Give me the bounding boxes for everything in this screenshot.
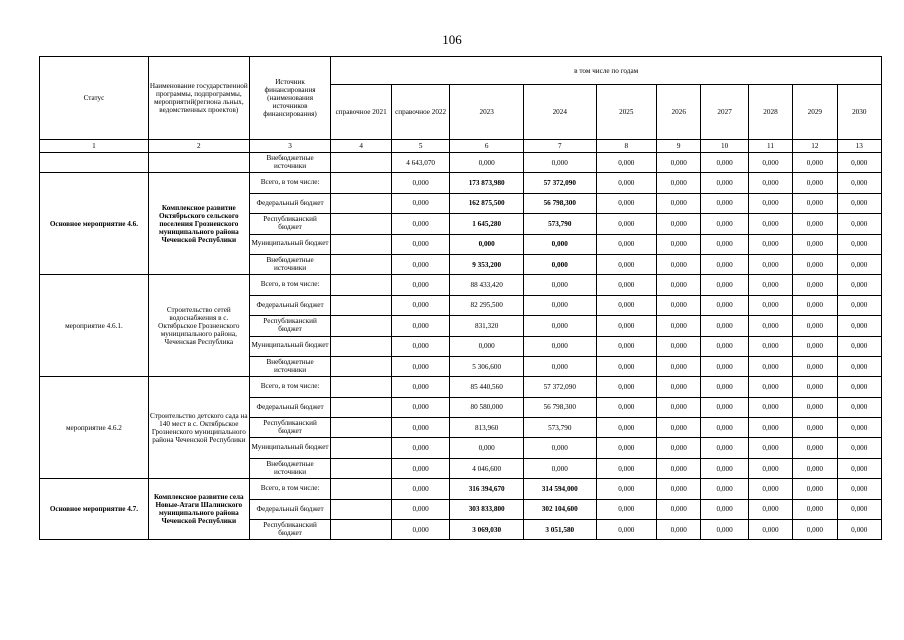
- header-year: справочное 2021: [331, 85, 392, 140]
- column-number: 3: [249, 140, 331, 153]
- row-value: [331, 316, 392, 336]
- column-number: 10: [701, 140, 748, 153]
- row-value: 3 069,030: [450, 520, 524, 540]
- row-source: Республиканский бюджет: [249, 520, 331, 540]
- row-value: 0,000: [391, 214, 449, 234]
- row-value: [331, 295, 392, 315]
- column-number: 6: [450, 140, 524, 153]
- row-source: Внебюджетные источники: [249, 356, 331, 376]
- row-value: 1 645,280: [450, 214, 524, 234]
- row-value: 0,000: [701, 418, 748, 438]
- row-value: 0,000: [657, 377, 701, 397]
- column-number: 12: [793, 140, 837, 153]
- row-value: 0,000: [837, 438, 881, 458]
- row-value: 0,000: [793, 458, 837, 478]
- row-value: 0,000: [701, 295, 748, 315]
- row-value: 0,000: [596, 438, 657, 458]
- row-value: 0,000: [701, 356, 748, 376]
- row-value: 0,000: [793, 316, 837, 336]
- row-value: 0,000: [701, 254, 748, 274]
- row-value: [331, 520, 392, 540]
- table-row: [40, 153, 882, 173]
- column-number: 2: [148, 140, 249, 153]
- row-value: [331, 377, 392, 397]
- row-value: 0,000: [391, 520, 449, 540]
- row-value: 0,000: [523, 254, 596, 274]
- column-number: 9: [657, 140, 701, 153]
- row-value: 0,000: [793, 254, 837, 274]
- row-value: 0,000: [657, 458, 701, 478]
- row-value: 0,000: [793, 377, 837, 397]
- row-value: 0,000: [450, 234, 524, 254]
- row-value: 0,000: [450, 153, 524, 173]
- table-row: [40, 377, 882, 397]
- row-value: 0,000: [837, 214, 881, 234]
- column-number: 11: [748, 140, 792, 153]
- row-value: 0,000: [748, 316, 792, 336]
- row-status: мероприятие 4.6.2: [40, 377, 149, 479]
- row-value: 3 051,580: [523, 520, 596, 540]
- row-value: [331, 356, 392, 376]
- row-value: [331, 438, 392, 458]
- row-value: 0,000: [701, 458, 748, 478]
- row-source: Федеральный бюджет: [249, 397, 331, 417]
- row-value: 0,000: [596, 275, 657, 295]
- column-number: 13: [837, 140, 881, 153]
- row-value: 0,000: [657, 479, 701, 499]
- row-value: 0,000: [596, 520, 657, 540]
- column-number: 7: [523, 140, 596, 153]
- row-value: 0,000: [701, 520, 748, 540]
- row-value: [331, 336, 392, 356]
- row-value: 0,000: [837, 336, 881, 356]
- header-status: Статус: [40, 57, 149, 140]
- row-value: 0,000: [391, 234, 449, 254]
- row-value: 0,000: [837, 173, 881, 193]
- row-value: 0,000: [837, 254, 881, 274]
- row-value: 0,000: [837, 458, 881, 478]
- header-year: 2027: [701, 85, 748, 140]
- row-value: 0,000: [596, 418, 657, 438]
- row-value: 0,000: [748, 193, 792, 213]
- row-value: 0,000: [748, 214, 792, 234]
- column-number: 4: [331, 140, 392, 153]
- row-value: 0,000: [793, 356, 837, 376]
- row-value: 0,000: [596, 499, 657, 519]
- row-value: 0,000: [837, 275, 881, 295]
- row-value: 0,000: [391, 499, 449, 519]
- row-value: 0,000: [450, 438, 524, 458]
- row-value: 0,000: [391, 438, 449, 458]
- row-value: 0,000: [596, 173, 657, 193]
- row-value: 0,000: [701, 479, 748, 499]
- row-value: 302 104,600: [523, 499, 596, 519]
- row-value: 0,000: [523, 316, 596, 336]
- row-value: 573,790: [523, 418, 596, 438]
- row-value: 0,000: [391, 356, 449, 376]
- row-value: 0,000: [701, 316, 748, 336]
- row-value: 0,000: [657, 193, 701, 213]
- row-value: 0,000: [793, 214, 837, 234]
- row-value: 0,000: [657, 418, 701, 438]
- row-value: 0,000: [391, 397, 449, 417]
- row-name: Комплексное развитие села Новые-Атаги Шалинского муниципального района Чеченской Республики: [148, 479, 249, 540]
- row-value: 0,000: [748, 153, 792, 173]
- row-value: 0,000: [596, 458, 657, 478]
- row-value: 0,000: [793, 295, 837, 315]
- page-number: 106: [442, 32, 462, 47]
- row-value: 0,000: [701, 173, 748, 193]
- row-value: 0,000: [391, 275, 449, 295]
- row-value: 0,000: [701, 438, 748, 458]
- row-value: 0,000: [748, 499, 792, 519]
- row-value: [331, 499, 392, 519]
- row-value: 0,000: [596, 234, 657, 254]
- row-source: Республиканский бюджет: [249, 214, 331, 234]
- row-value: 0,000: [837, 356, 881, 376]
- column-number: 5: [391, 140, 449, 153]
- row-value: 173 873,980: [450, 173, 524, 193]
- row-value: [331, 458, 392, 478]
- header-year: справочное 2022: [391, 85, 449, 140]
- row-value: 0,000: [748, 275, 792, 295]
- row-value: [331, 254, 392, 274]
- header-year: 2030: [837, 85, 881, 140]
- row-value: 0,000: [793, 336, 837, 356]
- row-value: 0,000: [391, 193, 449, 213]
- row-value: 0,000: [657, 520, 701, 540]
- row-value: 0,000: [391, 336, 449, 356]
- row-value: 57 372,090: [523, 173, 596, 193]
- row-value: 0,000: [523, 153, 596, 173]
- row-value: [331, 397, 392, 417]
- row-value: 0,000: [391, 254, 449, 274]
- row-value: 0,000: [657, 438, 701, 458]
- row-value: 0,000: [837, 479, 881, 499]
- row-value: 303 833,800: [450, 499, 524, 519]
- header-row-top: [40, 57, 882, 85]
- row-value: 0,000: [748, 336, 792, 356]
- row-value: 0,000: [748, 173, 792, 193]
- row-value: 0,000: [701, 275, 748, 295]
- row-value: 0,000: [793, 479, 837, 499]
- row-value: 0,000: [657, 254, 701, 274]
- row-value: 0,000: [523, 438, 596, 458]
- row-value: 0,000: [523, 275, 596, 295]
- row-value: 0,000: [657, 397, 701, 417]
- row-status: мероприятие 4.6.1.: [40, 275, 149, 377]
- row-value: 0,000: [837, 153, 881, 173]
- row-value: 0,000: [391, 418, 449, 438]
- header-year: 2029: [793, 85, 837, 140]
- row-value: 0,000: [701, 214, 748, 234]
- row-value: 5 306,600: [450, 356, 524, 376]
- row-value: 0,000: [596, 377, 657, 397]
- row-value: 0,000: [657, 499, 701, 519]
- row-value: 0,000: [596, 295, 657, 315]
- row-value: 813,960: [450, 418, 524, 438]
- row-source: Всего, в том числе:: [249, 377, 331, 397]
- row-value: 88 433,420: [450, 275, 524, 295]
- row-value: 0,000: [793, 499, 837, 519]
- row-source: Муниципальный бюджет: [249, 336, 331, 356]
- row-value: [331, 173, 392, 193]
- row-value: 0,000: [748, 438, 792, 458]
- row-value: 0,000: [748, 356, 792, 376]
- row-source: Муниципальный бюджет: [249, 438, 331, 458]
- header-year: 2023: [450, 85, 524, 140]
- row-value: 0,000: [701, 336, 748, 356]
- row-value: 0,000: [657, 234, 701, 254]
- header-year: 2028: [748, 85, 792, 140]
- row-value: 57 372,090: [523, 377, 596, 397]
- row-value: 0,000: [793, 438, 837, 458]
- row-source: Федеральный бюджет: [249, 295, 331, 315]
- row-source: Республиканский бюджет: [249, 316, 331, 336]
- row-value: 0,000: [748, 234, 792, 254]
- table-row: [40, 479, 882, 499]
- row-value: 0,000: [748, 418, 792, 438]
- row-value: 0,000: [748, 397, 792, 417]
- row-value: 0,000: [793, 193, 837, 213]
- row-value: 80 580,000: [450, 397, 524, 417]
- row-name: Строительство детского сада на 140 мест в с. Октябрьское Грозненского муниципального района Чеченской Республики: [148, 377, 249, 479]
- row-value: 0,000: [837, 193, 881, 213]
- row-value: 0,000: [793, 173, 837, 193]
- row-value: 0,000: [701, 234, 748, 254]
- column-number: 8: [596, 140, 657, 153]
- column-number-row: [40, 140, 882, 153]
- row-value: 56 798,300: [523, 397, 596, 417]
- row-value: 0,000: [793, 234, 837, 254]
- row-value: 0,000: [657, 173, 701, 193]
- column-number: 1: [40, 140, 149, 153]
- row-value: 9 353,200: [450, 254, 524, 274]
- row-value: 0,000: [837, 316, 881, 336]
- row-source: Внебюджетные источники: [249, 254, 331, 274]
- row-name: Строительство сетей водоснабжения в с. Октябрьское Грозненского муниципального района, Чеченская Республика: [148, 275, 249, 377]
- row-value: [331, 479, 392, 499]
- row-value: 85 440,560: [450, 377, 524, 397]
- row-value: 0,000: [596, 397, 657, 417]
- row-value: 0,000: [596, 153, 657, 173]
- row-value: 0,000: [657, 275, 701, 295]
- row-value: 0,000: [596, 316, 657, 336]
- row-value: 0,000: [523, 336, 596, 356]
- row-value: 0,000: [837, 520, 881, 540]
- row-value: 0,000: [657, 295, 701, 315]
- row-value: 0,000: [748, 458, 792, 478]
- row-value: 162 875,500: [450, 193, 524, 213]
- table-row: [40, 173, 882, 193]
- row-source: Федеральный бюджет: [249, 193, 331, 213]
- row-value: 0,000: [657, 336, 701, 356]
- row-value: 0,000: [748, 295, 792, 315]
- row-value: 0,000: [657, 214, 701, 234]
- row-value: 82 295,500: [450, 295, 524, 315]
- row-value: 4 046,600: [450, 458, 524, 478]
- row-source: Всего, в том числе:: [249, 479, 331, 499]
- row-source: Федеральный бюджет: [249, 499, 331, 519]
- row-value: 0,000: [657, 356, 701, 376]
- row-name: Комплексное развитие Октябрьского сельского поселения Грозненского муниципального района Чеченской Республики: [148, 173, 249, 275]
- row-value: 0,000: [596, 336, 657, 356]
- row-value: 0,000: [793, 275, 837, 295]
- row-value: 0,000: [391, 458, 449, 478]
- row-value: 0,000: [837, 234, 881, 254]
- row-value: 0,000: [523, 234, 596, 254]
- row-value: 0,000: [596, 214, 657, 234]
- row-value: 4 643,070: [391, 153, 449, 173]
- row-value: [331, 153, 392, 173]
- row-value: 0,000: [596, 254, 657, 274]
- row-value: 831,320: [450, 316, 524, 336]
- row-value: 0,000: [701, 499, 748, 519]
- row-value: 0,000: [748, 479, 792, 499]
- row-value: 0,000: [701, 397, 748, 417]
- row-status: [40, 153, 149, 173]
- row-value: 0,000: [748, 254, 792, 274]
- row-source: Всего, в том числе:: [249, 173, 331, 193]
- row-value: 0,000: [391, 173, 449, 193]
- row-value: 0,000: [701, 193, 748, 213]
- row-value: 316 394,670: [450, 479, 524, 499]
- budget-table: [39, 56, 882, 540]
- row-value: 0,000: [837, 397, 881, 417]
- header-years-group: в том числе по годам: [331, 57, 882, 85]
- row-value: 0,000: [657, 153, 701, 173]
- row-value: 0,000: [391, 377, 449, 397]
- header-name: Наименование государственной программы, подпрограммы, мероприятий(регионa льных, ведомственных проектов): [148, 57, 249, 140]
- header-year: 2026: [657, 85, 701, 140]
- row-value: 0,000: [793, 520, 837, 540]
- row-value: 0,000: [793, 397, 837, 417]
- row-value: 0,000: [793, 418, 837, 438]
- row-value: [331, 214, 392, 234]
- row-value: 0,000: [391, 479, 449, 499]
- header-source: Источник финансирования (наименования источников финансирования): [249, 57, 331, 140]
- row-value: 0,000: [523, 356, 596, 376]
- row-value: [331, 418, 392, 438]
- row-value: 0,000: [748, 520, 792, 540]
- row-source: Внебюджетные источники: [249, 153, 331, 173]
- row-value: 0,000: [596, 193, 657, 213]
- row-value: 0,000: [701, 153, 748, 173]
- row-value: 0,000: [837, 295, 881, 315]
- row-value: 0,000: [523, 295, 596, 315]
- row-value: 314 594,000: [523, 479, 596, 499]
- row-value: [331, 193, 392, 213]
- row-status: Основное мероприятие 4.6.: [40, 173, 149, 275]
- row-value: [331, 234, 392, 254]
- row-source: Республиканский бюджет: [249, 418, 331, 438]
- row-value: 573,790: [523, 214, 596, 234]
- row-source: Внебюджетные источники: [249, 458, 331, 478]
- row-value: 0,000: [837, 499, 881, 519]
- row-value: 0,000: [523, 458, 596, 478]
- row-name: [148, 153, 249, 173]
- header-year: 2025: [596, 85, 657, 140]
- row-value: 0,000: [391, 316, 449, 336]
- row-value: 0,000: [596, 479, 657, 499]
- row-source: Муниципальный бюджет: [249, 234, 331, 254]
- row-value: 0,000: [391, 295, 449, 315]
- table-row: [40, 275, 882, 295]
- row-value: 0,000: [657, 316, 701, 336]
- row-value: [331, 275, 392, 295]
- row-value: 0,000: [596, 356, 657, 376]
- row-source: Всего, в том числе:: [249, 275, 331, 295]
- row-value: 0,000: [837, 418, 881, 438]
- row-value: 0,000: [450, 336, 524, 356]
- header-year: 2024: [523, 85, 596, 140]
- row-value: 0,000: [748, 377, 792, 397]
- row-status: Основное мероприятие 4.7.: [40, 479, 149, 540]
- row-value: 0,000: [793, 153, 837, 173]
- row-value: 0,000: [837, 377, 881, 397]
- row-value: 0,000: [701, 377, 748, 397]
- row-value: 56 798,300: [523, 193, 596, 213]
